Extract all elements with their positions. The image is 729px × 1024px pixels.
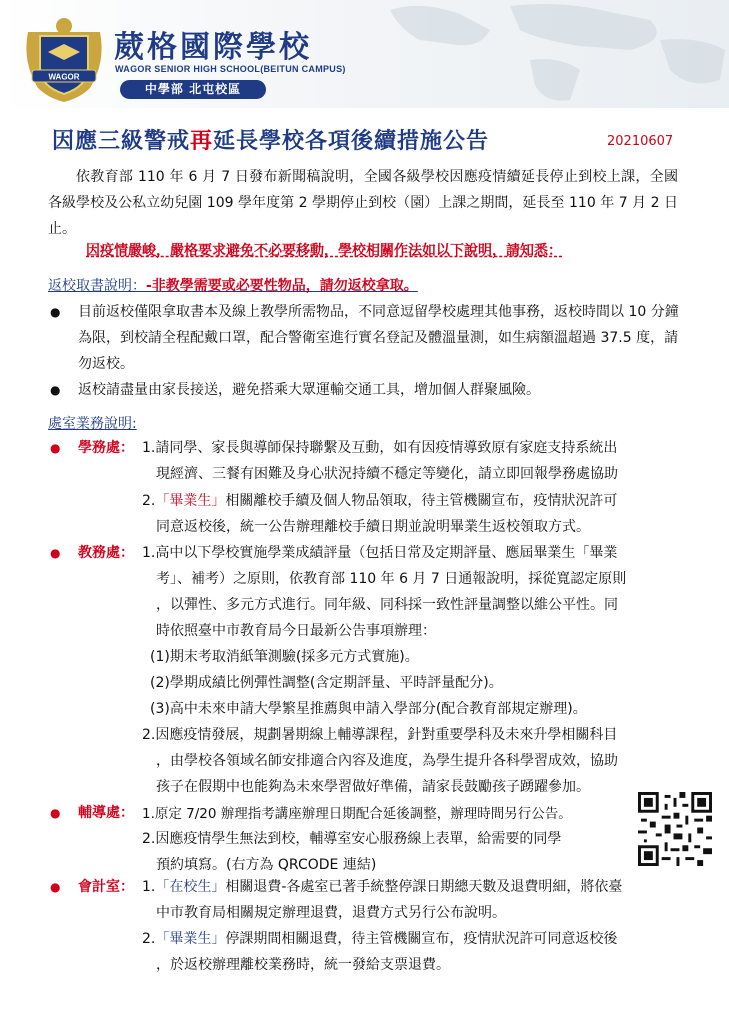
teaching-affairs-line: 1.高中以下學校實施學業成績評量（包括日常及定期評量、應屆畢業生「畢業 <box>142 545 618 561</box>
book-pickup-title: 返校取書說明： <box>48 278 146 294</box>
bullet-icon: ● <box>50 441 61 455</box>
bullet-icon: ● <box>50 546 61 560</box>
teaching-affairs-line: (1)期末考取消紙筆測驗(採多元方式實施)。 <box>150 649 419 665</box>
campus-badge: 中學部 北屯校區 <box>120 80 266 99</box>
notice-title-emphasis: 再 <box>190 129 214 154</box>
counseling-label: 輔導處： <box>78 805 134 821</box>
accounting-label: 會計室： <box>78 879 134 895</box>
accounting-line: 中市教育局相關規定辦理退費，退費方式另行公布說明。 <box>156 905 506 921</box>
qrcode-image[interactable] <box>638 792 712 866</box>
academic-affairs-line: 2.「畢業生」相關離校手續及個人物品領取，待主管機關宣布，疫情狀況許可 <box>142 493 618 509</box>
notice-title-part2: 延長學校各項後續措施公告 <box>213 129 490 154</box>
book-pickup-heading <box>48 275 418 295</box>
academic-affairs-label: 學務處： <box>78 440 134 456</box>
counseling-line: 1.原定 7/20 辦理指考講座辦理日期配合延後調整，辦理時間另行公告。 <box>142 806 572 822</box>
teaching-affairs-line: 考」、補考）之原則，依教育部 110 年 6 月 7 日通報說明，採從寬認定原則 <box>156 571 627 587</box>
teaching-affairs-line: 2.因應疫情發展，規劃暑期線上輔導課程，針對重要學科及未來升學相關科目 <box>142 727 618 743</box>
teaching-affairs-line: (3)高中未來申請大學繁星推薦與申請入學部分(配合教育部規定辦理)。 <box>150 701 587 717</box>
academic-affairs-line: 現經濟、三餐有困難及身心狀況持續不穩定等變化，請立即回報學務處協助 <box>156 466 618 482</box>
teaching-affairs-line: (2)學期成績比例彈性調整(含定期評量、平時評量配分)。 <box>150 675 503 691</box>
counseling-line: 預約填寫。(右方為 QRCODE 連結) <box>156 857 377 873</box>
teaching-affairs-line: ，以彈性、多元方式進行。同年級、同科採一致性評量調整以維公平性。同 <box>156 597 618 613</box>
accounting-line: 1.「在校生」相關退費-各處室已著手統整停課日期總天數及退費明細，將依臺 <box>142 879 623 895</box>
school-name-en: WAGOR SENIOR HIGH SCHOOL(BEITUN CAMPUS) <box>115 64 346 74</box>
teaching-affairs-label: 教務處： <box>78 545 134 561</box>
bullet-icon: ● <box>50 880 61 894</box>
teaching-affairs-line: ，由學校各領域名師安排適合內容及進度，為學生提升各科學習成效，協助 <box>156 753 618 769</box>
book-pickup-item-1: 目前返校僅限拿取書本及線上教學所需物品，不同意逗留學校處理其他事務，返校時間以 10 分鐘為限，到校請全程配戴口罩，配合警衛室進行實名登記及體溫量測，如生病額溫超過 37.5 度，請勿返校。 <box>78 304 679 372</box>
teaching-affairs-line: 時依照臺中市教育局今日最新公告事項辦理： <box>156 623 436 639</box>
bullet-icon: ● <box>50 806 61 820</box>
bullet-icon: ● <box>50 305 61 319</box>
world-map-graphic <box>330 0 729 108</box>
intro-paragraph <box>48 164 678 242</box>
header-band <box>0 0 729 108</box>
teaching-affairs-line: 孩子在假期中也能夠為未來學習做好準備，請家長鼓勵孩子踴躍參加。 <box>156 779 590 795</box>
intro-text: 依教育部 110 年 6 月 7 日發布新聞稿說明，全國各級學校因應疫情續延長停止到校上課，全國各級學校及公私立幼兒園 109 學年度第 2 學期停止到校（園）上課之期間，延長至 110 年 7 月 2 日止。 <box>48 169 678 237</box>
office-heading: 處室業務說明: <box>48 416 137 432</box>
notice-date: 20210607 <box>607 134 674 149</box>
book-pickup-note: -非教學需要或必要性物品，請勿返校拿取。 <box>146 278 418 294</box>
academic-affairs-line: 同意返校後，統一公告辦理離校手續日期並說明畢業生返校領取方式。 <box>156 519 590 535</box>
accounting-line: 2.「畢業生」停課期間相關退費，待主管機關宣布，疫情狀況許可同意返校後 <box>142 931 618 947</box>
crest-text: WAGOR <box>48 72 80 82</box>
bullet-icon: ● <box>50 383 61 397</box>
accounting-line: ，於返校辦理離校業務時，統一發給支票退費。 <box>156 957 450 973</box>
academic-affairs-line: 1.請同學、家長與導師保持聯繫及互動，如有因疫情導致原有家庭支持系統出 <box>142 440 618 456</box>
notice-title <box>52 124 489 155</box>
school-name: 葳格國際學校 <box>114 30 312 65</box>
warning-text: 因疫情嚴峻，嚴格要求避免不必要移動，學校相關作法如以下說明，請知悉： <box>86 243 562 259</box>
school-crest-logo <box>18 12 110 104</box>
counseling-line: 2.因應疫情學生無法到校，輔導室安心服務線上表單，給需要的同學 <box>142 831 562 847</box>
book-pickup-item-2: 返校請盡量由家長接送，避免搭乘大眾運輸交通工具，增加個人群聚風險。 <box>78 382 540 398</box>
notice-title-part1: 因應三級警戒 <box>52 129 191 154</box>
